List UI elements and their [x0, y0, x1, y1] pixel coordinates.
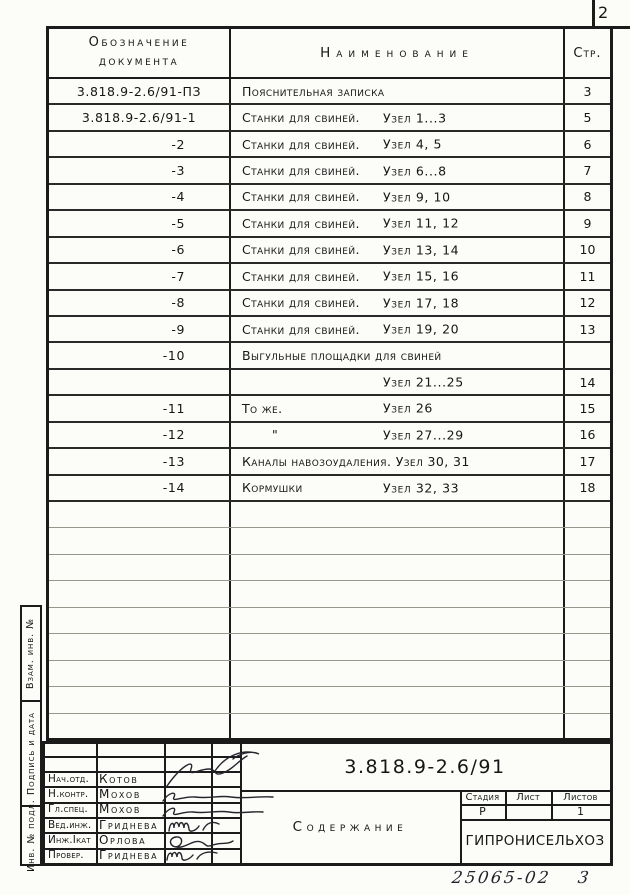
designation-cell: -10 [49, 343, 231, 367]
page-cell: 5 [583, 110, 592, 126]
page-cell: 13 [579, 321, 596, 337]
name-label: Станки для свиней. [242, 321, 360, 337]
name-label: Станки для свиней. [242, 242, 360, 258]
uzel-label: Узел 4, 5 [383, 136, 443, 152]
strip-box-inv-podl [22, 799, 40, 872]
signature-scribble [163, 848, 223, 864]
table-row-empty [49, 634, 610, 660]
uzel-label: Узел 15, 16 [383, 268, 460, 284]
page-cell: 18 [579, 480, 596, 496]
table-row [49, 476, 610, 502]
table-row [49, 211, 610, 237]
sheets-label: Листов [563, 791, 598, 803]
toc-table [46, 26, 613, 741]
designation-cell: -12 [49, 423, 231, 447]
designation-cell: -11 [49, 396, 231, 420]
title-block [42, 741, 613, 866]
designation-cell: 3.818.9-2.6/91-ПЗ [49, 79, 231, 103]
name-cell [231, 79, 565, 103]
name-cell [231, 264, 565, 288]
designation-cell: -2 [49, 132, 231, 156]
page-cell [565, 581, 610, 606]
table-row [49, 132, 610, 158]
name-cell [231, 423, 565, 447]
uzel-label: Узел 21...25 [383, 374, 464, 390]
table-row-empty [49, 502, 610, 528]
table-row [49, 238, 610, 264]
uzel-label: Узел 27...29 [383, 427, 464, 443]
staff-role: Провер. [48, 849, 84, 862]
uzel-label: Узел 19, 20 [383, 321, 460, 337]
designation-cell [49, 634, 231, 659]
page-cell: 12 [579, 295, 596, 311]
page-cell [565, 714, 610, 740]
name-label: Станки для свиней. [242, 163, 360, 179]
designation-cell: -3 [49, 158, 231, 182]
name-cell [231, 132, 565, 156]
page-cell: 15 [579, 400, 596, 416]
table-row [49, 105, 610, 131]
staff-role: Инж.Iкат [48, 833, 91, 846]
side-strip [20, 605, 42, 872]
staff-name: Котов [99, 771, 139, 786]
name-cell [231, 105, 565, 129]
table-row [49, 158, 610, 184]
table-row-empty [49, 555, 610, 581]
uzel-label: Узел 26 [383, 400, 433, 416]
header-page: Стр. [573, 45, 602, 61]
designation-cell: -4 [49, 185, 231, 209]
corner-divider-line [592, 0, 595, 28]
stage-value: Р [479, 805, 486, 818]
uzel-label: Узел 9, 10 [383, 189, 451, 205]
name-cell [231, 211, 565, 235]
name-cell [231, 449, 565, 473]
name-cell [231, 714, 565, 740]
table-row [49, 449, 610, 475]
name-label: Станки для свиней. [242, 189, 360, 205]
page-cell [565, 661, 610, 686]
table-row-empty [49, 581, 610, 607]
page-cell [565, 687, 610, 712]
uzel-label: Узел 13, 14 [383, 242, 460, 258]
designation-cell: -8 [49, 291, 231, 315]
staff-name: Гриднева [99, 848, 159, 863]
designation-cell [49, 370, 231, 394]
uzel-label: Узел 17, 18 [383, 295, 460, 311]
toc-header-row [49, 29, 610, 79]
name-cell [231, 185, 565, 209]
sheets-value: 1 [577, 805, 584, 818]
designation-cell: -13 [49, 449, 231, 473]
page-cell [565, 634, 610, 659]
name-label: То же. [242, 400, 283, 416]
table-row-empty [49, 608, 610, 634]
staff-role: Нач.отд. [48, 772, 90, 785]
page-cell: 16 [579, 427, 596, 443]
page-cell: 8 [583, 189, 592, 205]
designation-cell [49, 555, 231, 580]
designation-cell: -9 [49, 317, 231, 341]
name-cell [231, 555, 565, 580]
page-cell: 10 [579, 242, 596, 258]
page-cell: 6 [583, 136, 592, 152]
designation-cell: -5 [49, 211, 231, 235]
designation-cell [49, 687, 231, 712]
table-row [49, 264, 610, 290]
strip-box-zam-inv [22, 607, 40, 702]
strip-box-podpis [22, 702, 40, 807]
name-label: " [272, 427, 279, 443]
staff-role: Вед.инж. [48, 818, 92, 831]
table-row [49, 370, 610, 396]
titleblock-staff [45, 744, 610, 863]
table-row-empty [49, 714, 610, 740]
page-cell [565, 502, 610, 527]
header-designation: Обозначение документа [49, 29, 231, 77]
uzel-label: Узел 11, 12 [383, 215, 460, 231]
page-cell [565, 528, 610, 553]
name-cell [231, 317, 565, 341]
strip-label: Инв. № подл. [25, 799, 37, 872]
staff-name: Мохов [99, 802, 141, 817]
designation-cell [49, 581, 231, 606]
stage-label: Стадия [465, 791, 500, 803]
staff-role: Н.контр. [48, 787, 89, 800]
table-row-empty [49, 687, 610, 713]
page-cell: 11 [579, 268, 596, 284]
page-cell [565, 608, 610, 633]
designation-cell [49, 528, 231, 553]
name-cell [231, 476, 565, 500]
name-label: Станки для свиней. [242, 295, 360, 311]
designation-cell [49, 661, 231, 686]
name-label: Станки для свиней. [242, 136, 360, 152]
name-cell [231, 158, 565, 182]
name-cell [231, 661, 565, 686]
page-cell [565, 343, 610, 367]
table-row [49, 396, 610, 422]
name-label: Пояснительная записка [242, 83, 385, 99]
name-label: Каналы навозоудаления. Узел 30, 31 [242, 453, 470, 469]
staff-name: Мохов [99, 786, 141, 801]
name-label: Выгульные площадки для свиней [242, 348, 442, 364]
name-label: Станки для свиней. [242, 215, 360, 231]
organization-name: ГИПРОНИСЕЛЬХОЗ [465, 833, 605, 849]
name-cell [231, 291, 565, 315]
name-label: Станки для свиней. [242, 110, 360, 126]
table-row [49, 343, 610, 369]
uzel-label: Узел 1...3 [383, 110, 447, 126]
table-row-empty [49, 528, 610, 554]
doc-number: 3.818.9-2.6/91 [344, 756, 506, 778]
name-cell [231, 343, 565, 367]
page-cell: 17 [579, 453, 596, 469]
designation-cell: -6 [49, 238, 231, 262]
page-cell [565, 555, 610, 580]
name-label: Кормушки [242, 480, 303, 496]
staff-name: Гриднева [99, 817, 159, 832]
table-row-empty [49, 661, 610, 687]
sheet-corner-number: 2 [598, 3, 610, 22]
designation-cell [49, 502, 231, 527]
designation-cell: -7 [49, 264, 231, 288]
table-row [49, 317, 610, 343]
toc-body [49, 79, 610, 740]
uzel-label: Узел 6...8 [383, 163, 447, 179]
designation-cell: 3.818.9-2.6/91-1 [49, 105, 231, 129]
header-name: Наименование [231, 29, 565, 77]
footer-code: 25065-02 [450, 868, 553, 887]
page-cell: 9 [583, 215, 592, 231]
corner-underline [613, 26, 630, 29]
designation-cell [49, 608, 231, 633]
sheet-label: Лист [516, 791, 540, 803]
name-cell [231, 608, 565, 633]
name-cell [231, 634, 565, 659]
name-cell [231, 370, 565, 394]
designation-cell: -14 [49, 476, 231, 500]
table-row [49, 291, 610, 317]
footer-extra: 3 [576, 868, 593, 887]
table-row [49, 79, 610, 105]
doc-title: Содержание [292, 818, 408, 835]
staff-name: Орлова [99, 832, 147, 847]
name-cell [231, 581, 565, 606]
name-cell [231, 502, 565, 527]
staff-role: Гл.спец. [48, 803, 88, 816]
name-label: Станки для свиней. [242, 268, 360, 284]
name-cell [231, 238, 565, 262]
designation-cell [49, 714, 231, 740]
name-cell [231, 687, 565, 712]
uzel-label: Узел 32, 33 [383, 480, 460, 496]
page-cell: 14 [579, 374, 596, 390]
name-cell [231, 396, 565, 420]
page-cell: 7 [583, 163, 592, 179]
strip-label: Подпись и дата [25, 712, 37, 795]
name-cell [231, 528, 565, 553]
table-row [49, 185, 610, 211]
table-row [49, 423, 610, 449]
strip-label: Взам. инв. № [25, 617, 37, 690]
signature-scribble [163, 746, 263, 790]
page-cell: 3 [583, 83, 592, 99]
